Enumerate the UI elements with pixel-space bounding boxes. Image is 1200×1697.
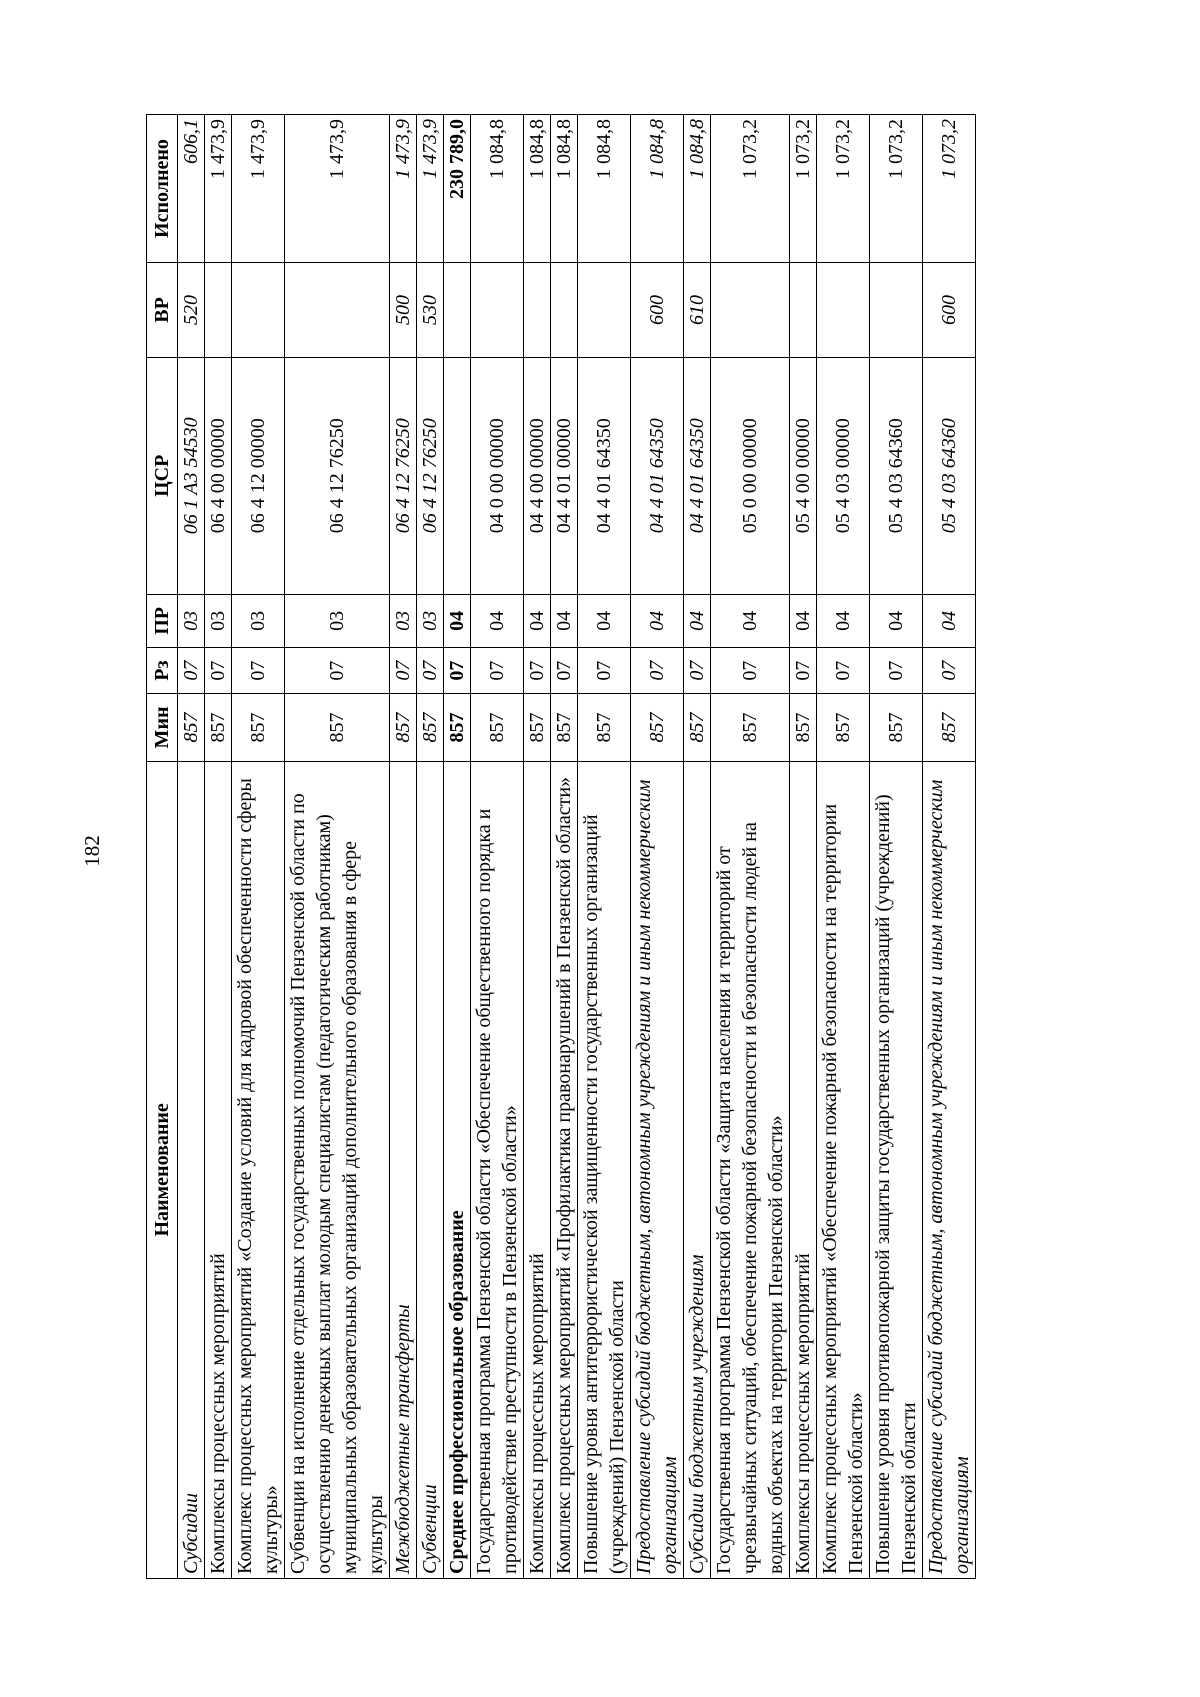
cell-csr: 04 4 01 64350 — [578, 357, 631, 594]
cell-done: 1 073,2 — [870, 115, 923, 263]
cell-csr: 06 1 A3 54530 — [178, 357, 205, 594]
cell-vr: 600 — [631, 263, 684, 358]
cell-vr — [711, 263, 790, 358]
table-row — [817, 115, 870, 1579]
cell-pr: 03 — [178, 594, 205, 647]
header-name: Наименование — [147, 761, 178, 1578]
cell-rz: 07 — [870, 648, 923, 694]
cell-done: 606,1 — [178, 115, 205, 263]
cell-rz: 07 — [390, 648, 417, 694]
table-row — [444, 115, 471, 1579]
cell-vr — [524, 263, 551, 358]
cell-min: 857 — [205, 694, 232, 762]
cell-csr: 05 4 03 00000 — [817, 357, 870, 594]
table-row — [390, 115, 417, 1579]
cell-csr: 06 4 12 00000 — [232, 357, 285, 594]
cell-csr: 05 4 03 64360 — [923, 357, 976, 594]
cell-vr — [471, 263, 524, 358]
cell-min: 857 — [285, 694, 390, 762]
table-row — [285, 115, 390, 1579]
cell-rz: 07 — [711, 648, 790, 694]
cell-done: 1 473,9 — [390, 115, 417, 263]
cell-rz: 07 — [684, 648, 711, 694]
cell-name: Комплексы процессных мероприятий — [790, 761, 817, 1578]
cell-vr — [444, 263, 471, 358]
cell-done: 1 084,8 — [631, 115, 684, 263]
cell-rz: 07 — [790, 648, 817, 694]
cell-pr: 03 — [390, 594, 417, 647]
cell-rz: 07 — [471, 648, 524, 694]
cell-name: Государственная программа Пензенской области «Обеспечение общественного порядка и противодействие преступности в Пензенской области» — [471, 761, 524, 1578]
cell-name: Среднее профессиональное образование — [444, 761, 471, 1578]
cell-min: 857 — [711, 694, 790, 762]
cell-rz: 07 — [578, 648, 631, 694]
table-row — [178, 115, 205, 1579]
cell-pr: 03 — [417, 594, 444, 647]
cell-vr: 500 — [390, 263, 417, 358]
cell-vr — [870, 263, 923, 358]
cell-pr: 04 — [684, 594, 711, 647]
cell-min: 857 — [684, 694, 711, 762]
cell-done: 1 084,8 — [524, 115, 551, 263]
cell-done: 1 084,8 — [551, 115, 578, 263]
cell-name: Комплекс процессных мероприятий «Создание условий для кадровой обеспеченности сферы культуры» — [232, 761, 285, 1578]
cell-pr: 03 — [232, 594, 285, 647]
cell-done: 1 084,8 — [684, 115, 711, 263]
header-vr: ВР — [147, 263, 178, 358]
page-number: 182 — [80, 835, 104, 867]
cell-name: Повышение уровня противопожарной защиты государственных организаций (учреждений) Пензенской области — [870, 761, 923, 1578]
cell-done: 1 473,9 — [232, 115, 285, 263]
cell-pr: 04 — [444, 594, 471, 647]
cell-min: 857 — [870, 694, 923, 762]
cell-rz: 07 — [551, 648, 578, 694]
cell-rz: 07 — [444, 648, 471, 694]
cell-csr: 04 4 01 64350 — [631, 357, 684, 594]
cell-min: 857 — [923, 694, 976, 762]
table-row — [551, 115, 578, 1579]
table-row — [870, 115, 923, 1579]
cell-min: 857 — [232, 694, 285, 762]
cell-min: 857 — [417, 694, 444, 762]
cell-pr: 04 — [551, 594, 578, 647]
cell-done: 1 473,9 — [417, 115, 444, 263]
cell-csr: 04 4 01 64350 — [684, 357, 711, 594]
cell-rz: 07 — [178, 648, 205, 694]
cell-done: 1 473,9 — [205, 115, 232, 263]
cell-min: 857 — [524, 694, 551, 762]
cell-name: Комплексы процессных мероприятий — [524, 761, 551, 1578]
table-row — [923, 115, 976, 1579]
cell-name: Межбюджетные трансферты — [390, 761, 417, 1578]
header-pr: ПР — [147, 594, 178, 647]
cell-name: Субсидии бюджетным учреждениям — [684, 761, 711, 1578]
cell-csr: 05 0 00 00000 — [711, 357, 790, 594]
header-min: Мин — [147, 694, 178, 762]
cell-name: Комплекс процессных мероприятий «Обеспечение пожарной безопасности на территории Пензенской области» — [817, 761, 870, 1578]
budget-table — [146, 114, 976, 1579]
cell-rz: 07 — [417, 648, 444, 694]
header-csr: ЦСР — [147, 357, 178, 594]
cell-rz: 07 — [923, 648, 976, 694]
cell-vr: 530 — [417, 263, 444, 358]
cell-done: 1 473,9 — [285, 115, 390, 263]
cell-pr: 03 — [285, 594, 390, 647]
cell-pr: 04 — [870, 594, 923, 647]
cell-min: 857 — [444, 694, 471, 762]
cell-done: 230 789,0 — [444, 115, 471, 263]
cell-name: Субсидии — [178, 761, 205, 1578]
cell-min: 857 — [817, 694, 870, 762]
cell-min: 857 — [178, 694, 205, 762]
table-row — [684, 115, 711, 1579]
cell-min: 857 — [631, 694, 684, 762]
cell-vr: 520 — [178, 263, 205, 358]
table-row — [524, 115, 551, 1579]
cell-min: 857 — [551, 694, 578, 762]
cell-vr: 610 — [684, 263, 711, 358]
cell-rz: 07 — [205, 648, 232, 694]
cell-name: Комплексы процессных мероприятий — [205, 761, 232, 1578]
cell-pr: 04 — [923, 594, 976, 647]
table-row — [417, 115, 444, 1579]
cell-min: 857 — [390, 694, 417, 762]
cell-vr — [232, 263, 285, 358]
cell-done: 1 084,8 — [578, 115, 631, 263]
cell-vr — [205, 263, 232, 358]
cell-csr: 06 4 00 00000 — [205, 357, 232, 594]
cell-csr: 05 4 03 64360 — [870, 357, 923, 594]
table-body — [178, 115, 976, 1579]
header-row — [147, 115, 178, 1579]
cell-done: 1 084,8 — [471, 115, 524, 263]
cell-name: Государственная программа Пензенской области «Защита населения и территорий от чрезвычайных ситуаций, обеспечение пожарной безопасности и безопасности людей на водных объектах на территории Пензенской области» — [711, 761, 790, 1578]
cell-pr: 04 — [790, 594, 817, 647]
table-row — [578, 115, 631, 1579]
cell-name: Субвенции на исполнение отдельных государственных полномочий Пензенской области по осуществлению денежных выплат молодым специалистам (педагогическим работникам) муниципальных образовательных организаций дополнительного образования в сфере культуры — [285, 761, 390, 1578]
cell-done: 1 073,2 — [711, 115, 790, 263]
cell-name: Повышение уровня антитеррористической защищенности государственных организаций (учреждений) Пензенской области — [578, 761, 631, 1578]
cell-name: Комплекс процессных мероприятий «Профилактика правонарушений в Пензенской области» — [551, 761, 578, 1578]
cell-vr: 600 — [923, 263, 976, 358]
header-done: Исполнено — [147, 115, 178, 263]
cell-pr: 04 — [578, 594, 631, 647]
cell-done: 1 073,2 — [790, 115, 817, 263]
cell-csr: 06 4 12 76250 — [417, 357, 444, 594]
cell-min: 857 — [471, 694, 524, 762]
cell-vr — [790, 263, 817, 358]
cell-pr: 04 — [524, 594, 551, 647]
cell-done: 1 073,2 — [817, 115, 870, 263]
cell-rz: 07 — [524, 648, 551, 694]
table-row — [631, 115, 684, 1579]
cell-csr: 04 0 00 00000 — [471, 357, 524, 594]
cell-pr: 04 — [471, 594, 524, 647]
cell-csr — [444, 357, 471, 594]
cell-pr: 04 — [817, 594, 870, 647]
cell-rz: 07 — [232, 648, 285, 694]
cell-rz: 07 — [817, 648, 870, 694]
cell-csr: 04 4 01 00000 — [551, 357, 578, 594]
cell-vr — [817, 263, 870, 358]
table-row — [205, 115, 232, 1579]
cell-vr — [285, 263, 390, 358]
table-row — [711, 115, 790, 1579]
header-rz: Рз — [147, 648, 178, 694]
cell-csr: 06 4 12 76250 — [390, 357, 417, 594]
cell-rz: 07 — [631, 648, 684, 694]
cell-vr — [578, 263, 631, 358]
cell-name: Предоставление субсидий бюджетным, автономным учреждениям и иным некоммерческим организациям — [631, 761, 684, 1578]
cell-min: 857 — [578, 694, 631, 762]
cell-done: 1 073,2 — [923, 115, 976, 263]
table-row — [790, 115, 817, 1579]
cell-pr: 04 — [631, 594, 684, 647]
cell-csr: 04 4 00 00000 — [524, 357, 551, 594]
cell-csr: 06 4 12 76250 — [285, 357, 390, 594]
cell-name: Предоставление субсидий бюджетным, автономным учреждениям и иным некоммерческим организациям — [923, 761, 976, 1578]
cell-pr: 03 — [205, 594, 232, 647]
cell-vr — [551, 263, 578, 358]
table-row — [471, 115, 524, 1579]
budget-table-rotated — [146, 114, 973, 1579]
cell-csr: 05 4 00 00000 — [790, 357, 817, 594]
table-row — [232, 115, 285, 1579]
cell-rz: 07 — [285, 648, 390, 694]
cell-min: 857 — [790, 694, 817, 762]
cell-pr: 04 — [711, 594, 790, 647]
cell-name: Субвенции — [417, 761, 444, 1578]
